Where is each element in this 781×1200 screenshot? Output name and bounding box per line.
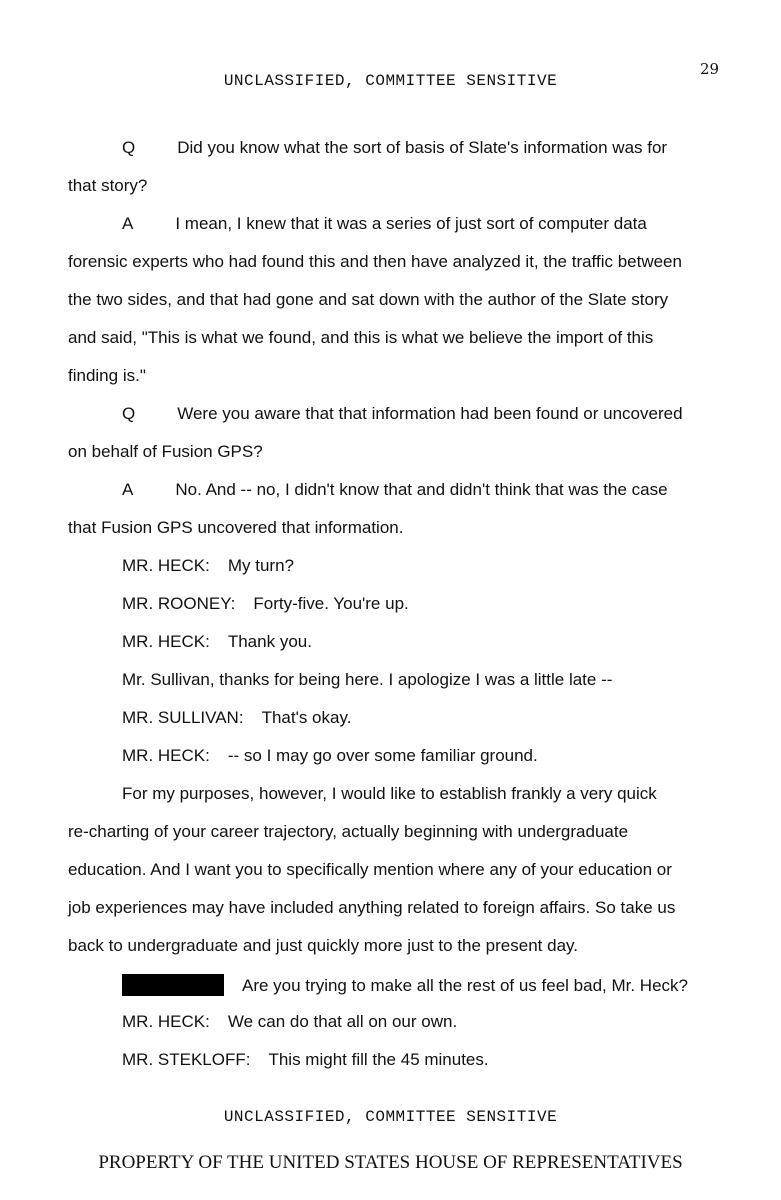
line-text: That's okay.	[261, 708, 352, 727]
line-text: Thank you.	[227, 632, 312, 651]
transcript-line: and said, "This is what we found, and this is what we believe the import of this	[68, 328, 654, 347]
speaker-label: Q	[122, 138, 136, 157]
classification-footer: UNCLASSIFIED, COMMITTEE SENSITIVE	[223, 1108, 558, 1126]
transcript-line	[122, 404, 683, 424]
page-number: 29	[700, 60, 720, 78]
transcript-line: re-charting of your career trajectory, actually beginning with undergraduate	[68, 822, 629, 841]
line-text: This might fill the 45 minutes.	[268, 1050, 489, 1069]
redaction-block	[122, 974, 224, 996]
transcript-line	[122, 214, 647, 234]
transcript-line	[122, 974, 688, 996]
transcript-line	[122, 708, 351, 728]
transcript-line: that story?	[68, 176, 148, 195]
transcript-line	[122, 480, 668, 500]
line-text: Are you trying to make all the rest of us feel bad, Mr. Heck?	[242, 976, 688, 995]
transcript-line	[122, 556, 294, 576]
line-text: Were you aware that that information had been found or uncovered	[177, 404, 683, 423]
transcript-line: forensic experts who had found this and then have analyzed it, the traffic between	[68, 252, 682, 271]
speaker-label: MR. HECK:	[122, 632, 210, 651]
classification-header: UNCLASSIFIED, COMMITTEE SENSITIVE	[223, 72, 558, 90]
transcript-line: Mr. Sullivan, thanks for being here. I apologize I was a little late --	[122, 670, 613, 689]
transcript-line: education. And I want you to specifically mention where any of your education or	[68, 860, 672, 879]
transcript-line: on behalf of Fusion GPS?	[68, 442, 263, 461]
line-text: I mean, I knew that it was a series of just sort of computer data	[175, 214, 647, 233]
transcript-line: back to undergraduate and just quickly more just to the present day.	[68, 936, 578, 955]
transcript-line: that Fusion GPS uncovered that information.	[68, 518, 404, 537]
transcript-line: finding is."	[68, 366, 146, 385]
line-text: My turn?	[227, 556, 294, 575]
speaker-label: MR. HECK:	[122, 1012, 210, 1031]
speaker-label: A	[122, 480, 134, 499]
transcript-line	[122, 138, 667, 158]
transcript-line	[122, 632, 312, 652]
line-text: No. And -- no, I didn't know that and didn't think that was the case	[175, 480, 668, 499]
line-text: Forty-five. You're up.	[253, 594, 409, 613]
speaker-label: MR. HECK:	[122, 556, 210, 575]
speaker-label: MR. HECK:	[122, 746, 210, 765]
transcript-line	[122, 746, 538, 766]
line-text: We can do that all on our own.	[227, 1012, 458, 1031]
transcript-line: the two sides, and that had gone and sat down with the author of the Slate story	[68, 290, 669, 309]
line-text: -- so I may go over some familiar ground.	[227, 746, 538, 765]
speaker-label: MR. ROONEY:	[122, 594, 236, 613]
transcript-line: For my purposes, however, I would like to establish frankly a very quick	[122, 784, 657, 803]
speaker-label: Q	[122, 404, 136, 423]
speaker-label: A	[122, 214, 134, 233]
line-text: Did you know what the sort of basis of Slate's information was for	[177, 138, 668, 157]
speaker-label: MR. SULLIVAN:	[122, 708, 244, 727]
property-notice: PROPERTY OF THE UNITED STATES HOUSE OF REPRESENTATIVES	[98, 1152, 683, 1173]
transcript-line	[122, 1012, 457, 1032]
transcript-line: job experiences may have included anything related to foreign affairs. So take us	[68, 898, 676, 917]
transcript-line	[122, 594, 409, 614]
speaker-label: MR. STEKLOFF:	[122, 1050, 251, 1069]
transcript-line	[122, 1050, 489, 1070]
